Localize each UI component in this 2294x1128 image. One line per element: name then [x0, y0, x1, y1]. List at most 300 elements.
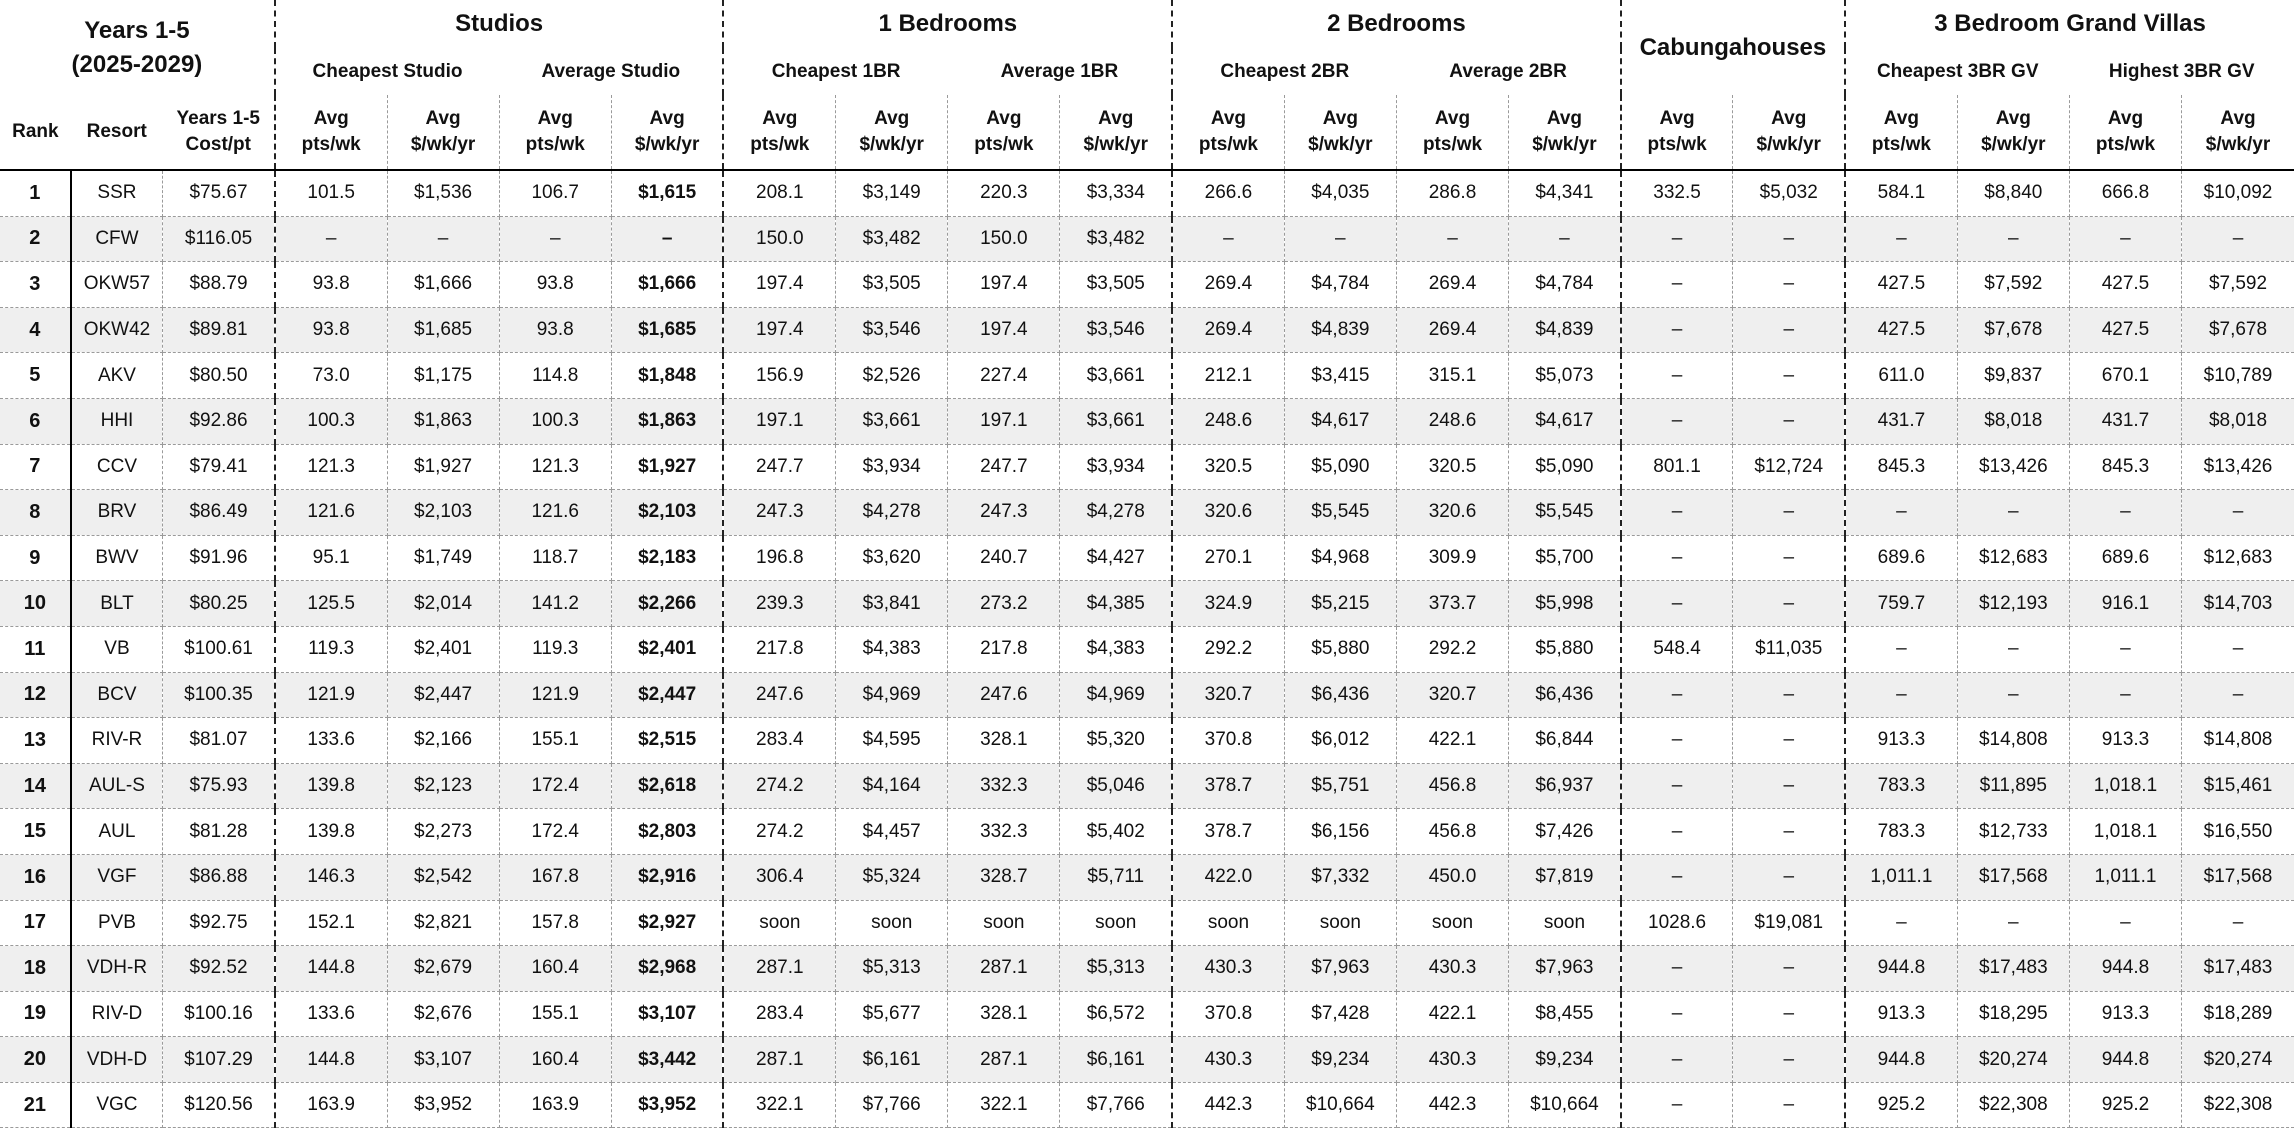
avg-dollar-cell: $5,215	[1284, 581, 1396, 627]
avg-pts-cell: 93.8	[499, 307, 611, 353]
avg-pts-cell: 322.1	[948, 1082, 1060, 1128]
avg-dollar-cell: $14,808	[2182, 718, 2294, 764]
avg-dollar-cell: $5,320	[1060, 718, 1172, 764]
avg-pts-cell: 309.9	[1396, 535, 1508, 581]
avg-pts-cell: 274.2	[723, 763, 835, 809]
avg-pts-cell: 427.5	[1845, 262, 1957, 308]
avg-pts-cell: 274.2	[723, 809, 835, 855]
avg-pts-cell: 119.3	[275, 626, 387, 672]
avg-pts-cell: 430.3	[1396, 946, 1508, 992]
avg-pts-cell: –	[1621, 216, 1733, 262]
resort-cell: RIV-R	[71, 718, 163, 764]
avg-dollar-cell: $3,841	[836, 581, 948, 627]
avg-dollar-cell: $4,278	[1060, 490, 1172, 536]
avg-pts-cell: 944.8	[1845, 1037, 1957, 1083]
avg-dollar-cell: $7,678	[2182, 307, 2294, 353]
avg-pts-cell: 269.4	[1396, 307, 1508, 353]
avg-pts-cell: 220.3	[948, 170, 1060, 216]
avg-pts-cell: 121.3	[499, 444, 611, 490]
avg-pts-cell: 150.0	[723, 216, 835, 262]
avg-dollar-cell: $4,341	[1509, 170, 1621, 216]
avg-pts-cell: 101.5	[275, 170, 387, 216]
avg-dollar-cell: $5,711	[1060, 854, 1172, 900]
avg-dollar-cell: $22,308	[1957, 1082, 2069, 1128]
avg-pts-cell: 133.6	[275, 718, 387, 764]
avg-dollar-cell: $12,683	[1957, 535, 2069, 581]
avg-dollar-cell: $4,164	[836, 763, 948, 809]
avg-pts-cell: 121.3	[275, 444, 387, 490]
cost-cell: $88.79	[163, 262, 275, 308]
avg-dollar-cell: $1,927	[387, 444, 499, 490]
avg-dollar-cell: $5,032	[1733, 170, 1845, 216]
cost-cell: $120.56	[163, 1082, 275, 1128]
avg-pts-cell: 197.4	[723, 307, 835, 353]
resort-column-header: Resort	[71, 95, 163, 170]
avg-dollar-cell: $4,383	[1060, 626, 1172, 672]
avg-pts-cell: 152.1	[275, 900, 387, 946]
avg-dollar-cell: $2,103	[387, 490, 499, 536]
avg-dollar-cell: $5,090	[1509, 444, 1621, 490]
avg-dollar-cell: $3,482	[836, 216, 948, 262]
resort-cell: OKW57	[71, 262, 163, 308]
rank-cell: 21	[0, 1082, 71, 1128]
group-header-2br: 2 Bedrooms	[1172, 0, 1621, 48]
resort-cell: BCV	[71, 672, 163, 718]
rank-cell: 9	[0, 535, 71, 581]
avg-pts-cell: 273.2	[948, 581, 1060, 627]
table-row	[0, 1037, 2294, 1083]
avg-pts-cell: –	[1621, 946, 1733, 992]
avg-dollar-cell: $6,161	[1060, 1037, 1172, 1083]
avg-pts-cell: –	[1845, 672, 1957, 718]
table-row	[0, 216, 2294, 262]
table-row	[0, 581, 2294, 627]
avg-pts-cell: 125.5	[275, 581, 387, 627]
avg-dollar-cell: –	[1957, 672, 2069, 718]
avg-pts-cell: 320.6	[1172, 490, 1284, 536]
avg-pts-cell: 269.4	[1172, 262, 1284, 308]
avg-pts-cell: 373.7	[1396, 581, 1508, 627]
group-header-3br-gv: 3 Bedroom Grand Villas	[1934, 10, 2206, 37]
avg-pts-cell: 270.1	[1172, 535, 1284, 581]
resort-cell: VDH-D	[71, 1037, 163, 1083]
avg-dollar-cell: $7,963	[1284, 946, 1396, 992]
avg-dollar-cell: $2,676	[387, 991, 499, 1037]
avg-dollar-cell: soon	[1060, 900, 1172, 946]
table-row	[0, 763, 2294, 809]
avg-pts-cell: –	[1845, 900, 1957, 946]
avg-pts-cell: 163.9	[499, 1082, 611, 1128]
avg-dollar-cell: $1,175	[387, 353, 499, 399]
avg-dollar-cell: $2,266	[611, 581, 723, 627]
avg-pts-cell: 197.4	[948, 307, 1060, 353]
avg-dollar-cell: $6,156	[1284, 809, 1396, 855]
avg-pts-cell: 801.1	[1621, 444, 1733, 490]
avg-pts-cell: –	[2069, 900, 2181, 946]
avg-pts-cell: –	[1621, 991, 1733, 1037]
avg-pts-column-header: Avg pts/wk	[1621, 95, 1733, 170]
avg-dollar-cell: $2,821	[387, 900, 499, 946]
avg-pts-cell: 100.3	[275, 398, 387, 444]
avg-pts-cell: 212.1	[1172, 353, 1284, 399]
subgroup-highest-3br-gv: Highest 3BR GV	[2108, 60, 2255, 82]
avg-pts-cell: 118.7	[499, 535, 611, 581]
avg-pts-cell: 431.7	[2069, 398, 2181, 444]
avg-pts-cell: 430.3	[1172, 1037, 1284, 1083]
avg-pts-cell: 378.7	[1172, 763, 1284, 809]
avg-pts-cell: 584.1	[1845, 170, 1957, 216]
avg-dollar-cell: $5,880	[1284, 626, 1396, 672]
avg-dollar-cell: $3,661	[836, 398, 948, 444]
avg-dollar-cell: $2,679	[387, 946, 499, 992]
avg-pts-cell: soon	[1396, 900, 1508, 946]
avg-dollar-cell: $3,415	[1284, 353, 1396, 399]
avg-dollar-cell: –	[2182, 900, 2294, 946]
avg-dollar-column-header: Avg $/wk/yr	[836, 95, 948, 170]
subgroup-cheapest-studio: Cheapest Studio	[312, 60, 463, 82]
resort-cell: AUL	[71, 809, 163, 855]
avg-dollar-cell: $3,107	[611, 991, 723, 1037]
avg-pts-cell: 913.3	[2069, 991, 2181, 1037]
avg-dollar-cell: $10,664	[1284, 1082, 1396, 1128]
avg-dollar-cell: $11,035	[1733, 626, 1845, 672]
avg-pts-cell: –	[1621, 581, 1733, 627]
resort-cell: OKW42	[71, 307, 163, 353]
avg-pts-cell: 247.7	[723, 444, 835, 490]
avg-pts-cell: 442.3	[1396, 1082, 1508, 1128]
avg-pts-cell: 332.3	[948, 809, 1060, 855]
cost-cell: $92.75	[163, 900, 275, 946]
resort-cell: HHI	[71, 398, 163, 444]
avg-dollar-cell: $7,592	[1957, 262, 2069, 308]
avg-dollar-cell: $1,863	[611, 398, 723, 444]
avg-pts-column-header: Avg pts/wk	[1396, 95, 1508, 170]
avg-dollar-cell: $4,784	[1284, 262, 1396, 308]
avg-pts-cell: 93.8	[275, 262, 387, 308]
avg-pts-cell: 689.6	[1845, 535, 1957, 581]
avg-pts-cell: 370.8	[1172, 991, 1284, 1037]
avg-dollar-cell: $10,664	[1509, 1082, 1621, 1128]
avg-dollar-cell: $4,383	[836, 626, 948, 672]
avg-dollar-cell: $1,536	[387, 170, 499, 216]
avg-dollar-cell: $7,819	[1509, 854, 1621, 900]
avg-pts-cell: 156.9	[723, 353, 835, 399]
avg-pts-cell: –	[1621, 535, 1733, 581]
avg-dollar-cell: $3,934	[836, 444, 948, 490]
subgroup-cheapest-1br: Cheapest 1BR	[771, 60, 901, 82]
cost-cell: $75.93	[163, 763, 275, 809]
avg-dollar-cell: $4,839	[1509, 307, 1621, 353]
avg-dollar-cell: –	[1957, 626, 2069, 672]
avg-dollar-cell: –	[1957, 900, 2069, 946]
avg-pts-cell: 172.4	[499, 763, 611, 809]
avg-dollar-cell: $5,677	[836, 991, 948, 1037]
avg-pts-cell: –	[1621, 763, 1733, 809]
avg-dollar-cell: $1,848	[611, 353, 723, 399]
avg-pts-cell: 422.0	[1172, 854, 1284, 900]
avg-dollar-cell: $3,934	[1060, 444, 1172, 490]
avg-dollar-cell: $3,661	[1060, 353, 1172, 399]
avg-dollar-cell: $9,837	[1957, 353, 2069, 399]
avg-dollar-cell: $6,436	[1284, 672, 1396, 718]
avg-pts-cell: 324.9	[1172, 581, 1284, 627]
avg-dollar-cell: $3,546	[836, 307, 948, 353]
avg-pts-cell: 378.7	[1172, 809, 1284, 855]
resort-cell: VGF	[71, 854, 163, 900]
cost-cell: $100.16	[163, 991, 275, 1037]
avg-dollar-cell: $5,545	[1509, 490, 1621, 536]
avg-dollar-cell: $12,683	[2182, 535, 2294, 581]
avg-pts-cell: 121.6	[499, 490, 611, 536]
avg-dollar-cell: soon	[1284, 900, 1396, 946]
cost-cell: $91.96	[163, 535, 275, 581]
avg-pts-cell: 913.3	[1845, 991, 1957, 1037]
table-row	[0, 262, 2294, 308]
avg-pts-cell: 925.2	[1845, 1082, 1957, 1128]
avg-pts-cell: –	[1621, 672, 1733, 718]
avg-pts-cell: 925.2	[2069, 1082, 2181, 1128]
avg-pts-cell: 322.1	[723, 1082, 835, 1128]
avg-dollar-cell: $4,385	[1060, 581, 1172, 627]
resort-cell: BLT	[71, 581, 163, 627]
avg-pts-cell: 133.6	[275, 991, 387, 1037]
table-body	[0, 170, 2294, 1128]
cost-cell: $80.50	[163, 353, 275, 399]
avg-pts-cell: 332.3	[948, 763, 1060, 809]
avg-pts-cell: 944.8	[2069, 1037, 2181, 1083]
avg-pts-column-header: Avg pts/wk	[275, 95, 387, 170]
avg-dollar-cell: $19,081	[1733, 900, 1845, 946]
avg-pts-cell: 332.5	[1621, 170, 1733, 216]
avg-dollar-cell: $4,278	[836, 490, 948, 536]
table-row	[0, 854, 2294, 900]
avg-pts-cell: –	[1621, 353, 1733, 399]
subgroup-average-studio: Average Studio	[499, 48, 723, 95]
avg-dollar-cell: $12,733	[1957, 809, 2069, 855]
avg-pts-cell: 100.3	[499, 398, 611, 444]
avg-dollar-cell: $8,018	[2182, 398, 2294, 444]
avg-pts-cell: –	[275, 216, 387, 262]
avg-dollar-cell: $4,617	[1284, 398, 1396, 444]
avg-pts-cell: 548.4	[1621, 626, 1733, 672]
avg-dollar-cell: $2,273	[387, 809, 499, 855]
avg-pts-cell: 119.3	[499, 626, 611, 672]
avg-dollar-cell: $16,550	[2182, 809, 2294, 855]
table-row	[0, 398, 2294, 444]
avg-dollar-cell: –	[1733, 535, 1845, 581]
resort-cell: PVB	[71, 900, 163, 946]
rank-cell: 11	[0, 626, 71, 672]
avg-dollar-cell: $3,620	[836, 535, 948, 581]
rank-cell: 19	[0, 991, 71, 1037]
avg-dollar-cell: $2,927	[611, 900, 723, 946]
avg-dollar-cell: $8,018	[1957, 398, 2069, 444]
resort-cell: SSR	[71, 170, 163, 216]
avg-dollar-cell: –	[1733, 490, 1845, 536]
table-row	[0, 490, 2294, 536]
avg-pts-cell: 759.7	[1845, 581, 1957, 627]
rank-cell: 8	[0, 490, 71, 536]
rank-cell: 10	[0, 581, 71, 627]
avg-pts-cell: –	[1621, 1082, 1733, 1128]
avg-pts-cell: 197.1	[948, 398, 1060, 444]
resort-cell: VGC	[71, 1082, 163, 1128]
avg-dollar-cell: $7,426	[1509, 809, 1621, 855]
avg-dollar-cell: $6,572	[1060, 991, 1172, 1037]
rank-cell: 20	[0, 1037, 71, 1083]
avg-dollar-cell: $3,952	[387, 1082, 499, 1128]
avg-dollar-column-header: Avg $/wk/yr	[1284, 95, 1396, 170]
avg-pts-cell: –	[1845, 626, 1957, 672]
avg-pts-cell: 328.7	[948, 854, 1060, 900]
avg-pts-cell: 172.4	[499, 809, 611, 855]
avg-dollar-cell: $20,274	[1957, 1037, 2069, 1083]
cost-cell: $89.81	[163, 307, 275, 353]
avg-pts-cell: 670.1	[2069, 353, 2181, 399]
avg-dollar-column-header: Avg $/wk/yr	[611, 95, 723, 170]
avg-pts-cell: 157.8	[499, 900, 611, 946]
avg-dollar-cell: $1,685	[387, 307, 499, 353]
avg-dollar-cell: $2,542	[387, 854, 499, 900]
avg-pts-cell: 427.5	[2069, 262, 2181, 308]
avg-dollar-cell: $3,107	[387, 1037, 499, 1083]
avg-dollar-cell: $14,808	[1957, 718, 2069, 764]
rank-cell: 18	[0, 946, 71, 992]
avg-pts-cell: 1028.6	[1621, 900, 1733, 946]
avg-pts-cell: 217.8	[723, 626, 835, 672]
avg-pts-cell: –	[2069, 490, 2181, 536]
rank-cell: 16	[0, 854, 71, 900]
avg-dollar-cell: $5,700	[1509, 535, 1621, 581]
cost-cell: $116.05	[163, 216, 275, 262]
avg-pts-cell: 248.6	[1396, 398, 1508, 444]
avg-dollar-cell: $5,751	[1284, 763, 1396, 809]
cost-cell: $79.41	[163, 444, 275, 490]
avg-pts-cell: 196.8	[723, 535, 835, 581]
avg-dollar-cell: $2,515	[611, 718, 723, 764]
avg-pts-cell: 197.4	[948, 262, 1060, 308]
avg-pts-cell: –	[2069, 672, 2181, 718]
avg-dollar-column-header: Avg $/wk/yr	[1060, 95, 1172, 170]
avg-dollar-cell: $9,234	[1509, 1037, 1621, 1083]
avg-dollar-cell: $7,592	[2182, 262, 2294, 308]
avg-pts-cell: 430.3	[1396, 1037, 1508, 1083]
avg-dollar-cell: $3,149	[836, 170, 948, 216]
avg-dollar-cell: soon	[1509, 900, 1621, 946]
avg-pts-cell: 247.7	[948, 444, 1060, 490]
avg-pts-column-header: Avg pts/wk	[723, 95, 835, 170]
avg-dollar-cell: $8,840	[1957, 170, 2069, 216]
avg-dollar-cell: –	[1733, 946, 1845, 992]
avg-dollar-cell: $5,313	[1060, 946, 1172, 992]
avg-dollar-cell: –	[1957, 216, 2069, 262]
avg-dollar-cell: –	[1733, 398, 1845, 444]
avg-dollar-cell: $6,844	[1509, 718, 1621, 764]
avg-dollar-cell: $8,455	[1509, 991, 1621, 1037]
avg-dollar-cell: $4,968	[1284, 535, 1396, 581]
avg-pts-cell: 114.8	[499, 353, 611, 399]
avg-pts-column-header: Avg pts/wk	[499, 95, 611, 170]
avg-dollar-cell: –	[1509, 216, 1621, 262]
rank-cell: 14	[0, 763, 71, 809]
avg-pts-cell: 167.8	[499, 854, 611, 900]
avg-pts-cell: 944.8	[1845, 946, 1957, 992]
avg-dollar-cell: –	[2182, 626, 2294, 672]
avg-pts-cell: 93.8	[499, 262, 611, 308]
avg-pts-cell: 160.4	[499, 1037, 611, 1083]
avg-pts-cell: 248.6	[1172, 398, 1284, 444]
avg-dollar-cell: $3,334	[1060, 170, 1172, 216]
avg-dollar-cell: $7,428	[1284, 991, 1396, 1037]
avg-dollar-cell: –	[611, 216, 723, 262]
avg-pts-cell: 247.3	[948, 490, 1060, 536]
avg-pts-cell: 427.5	[1845, 307, 1957, 353]
avg-dollar-cell: –	[1733, 991, 1845, 1037]
table-row	[0, 535, 2294, 581]
avg-dollar-cell: $5,545	[1284, 490, 1396, 536]
avg-pts-cell: 139.8	[275, 763, 387, 809]
avg-dollar-cell: –	[1733, 854, 1845, 900]
avg-pts-cell: 287.1	[948, 946, 1060, 992]
avg-dollar-cell: $3,482	[1060, 216, 1172, 262]
avg-dollar-cell: $4,595	[836, 718, 948, 764]
cost-cell: $107.29	[163, 1037, 275, 1083]
avg-pts-cell: 320.5	[1172, 444, 1284, 490]
avg-pts-cell: –	[1621, 1037, 1733, 1083]
avg-pts-cell: 73.0	[275, 353, 387, 399]
avg-dollar-cell: $5,402	[1060, 809, 1172, 855]
avg-dollar-cell: $3,952	[611, 1082, 723, 1128]
avg-dollar-cell: $2,618	[611, 763, 723, 809]
cost-cell: $81.28	[163, 809, 275, 855]
avg-pts-cell: 783.3	[1845, 809, 1957, 855]
avg-pts-cell: 320.7	[1396, 672, 1508, 718]
avg-pts-cell: 320.7	[1172, 672, 1284, 718]
avg-dollar-cell: $5,073	[1509, 353, 1621, 399]
avg-dollar-cell: –	[1733, 1037, 1845, 1083]
avg-pts-cell: –	[499, 216, 611, 262]
avg-pts-column-header: Avg pts/wk	[1845, 95, 1957, 170]
avg-dollar-cell: $6,937	[1509, 763, 1621, 809]
avg-pts-column-header: Avg pts/wk	[2069, 95, 2181, 170]
rank-cell: 4	[0, 307, 71, 353]
avg-pts-cell: 430.3	[1172, 946, 1284, 992]
avg-dollar-cell: $2,166	[387, 718, 499, 764]
avg-pts-cell: 240.7	[948, 535, 1060, 581]
avg-dollar-cell: $7,678	[1957, 307, 2069, 353]
avg-pts-cell: 144.8	[275, 946, 387, 992]
avg-pts-cell: 845.3	[2069, 444, 2181, 490]
avg-dollar-cell: $17,483	[2182, 946, 2294, 992]
avg-dollar-cell: $2,014	[387, 581, 499, 627]
avg-dollar-cell: $17,483	[1957, 946, 2069, 992]
avg-pts-cell: 431.7	[1845, 398, 1957, 444]
avg-dollar-cell: $1,927	[611, 444, 723, 490]
table-row	[0, 626, 2294, 672]
avg-pts-cell: 611.0	[1845, 353, 1957, 399]
avg-dollar-cell: $12,724	[1733, 444, 1845, 490]
rank-cell: 7	[0, 444, 71, 490]
avg-pts-cell: 315.1	[1396, 353, 1508, 399]
avg-pts-cell: 422.1	[1396, 718, 1508, 764]
rank-cell: 2	[0, 216, 71, 262]
avg-pts-cell: 320.6	[1396, 490, 1508, 536]
rank-cell: 3	[0, 262, 71, 308]
avg-pts-cell: 450.0	[1396, 854, 1508, 900]
avg-dollar-cell: –	[1733, 353, 1845, 399]
avg-dollar-cell: –	[1733, 262, 1845, 308]
avg-pts-cell: 106.7	[499, 170, 611, 216]
